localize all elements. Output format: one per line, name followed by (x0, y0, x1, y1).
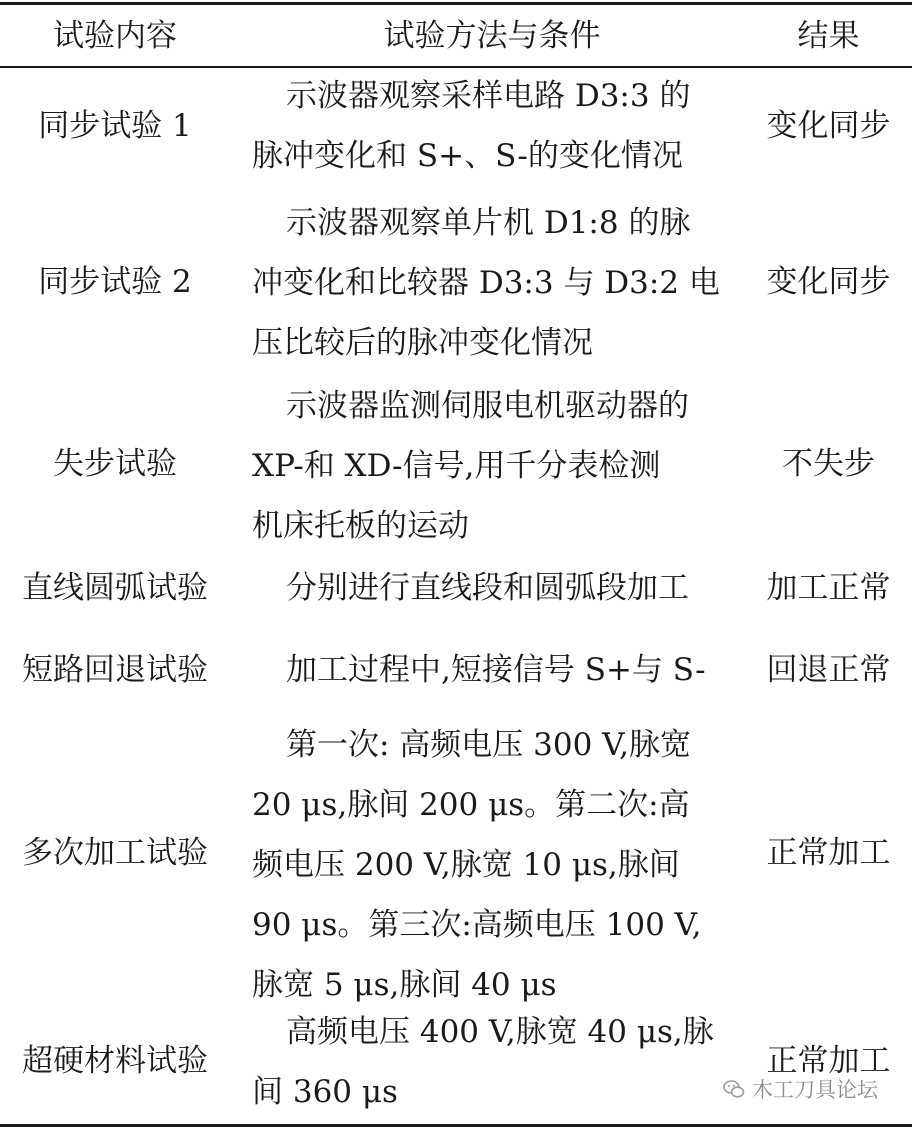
row-1-method-line: 脉冲变化和 S+、S-的变化情况 (252, 138, 683, 174)
row-7-name: 超硬材料试验 (22, 1043, 208, 1079)
row-2-method-line: 冲变化和比较器 D3:3 与 D3:2 电 (252, 265, 720, 301)
header-content: 试验内容 (53, 18, 177, 54)
row-3-method-line: 示波器监测伺服电机驱动器的 (286, 388, 689, 424)
row-4-result: 加工正常 (766, 570, 891, 606)
row-5-name: 短路回退试验 (22, 652, 208, 688)
table-top-rule (0, 2, 912, 5)
row-4-name: 直线圆弧试验 (22, 570, 208, 606)
row-3-method-line: 机床托板的运动 (252, 508, 469, 544)
row-3-name: 失步试验 (53, 446, 177, 482)
row-1-result: 变化同步 (766, 108, 891, 144)
row-2-method-line: 压比较后的脉冲变化情况 (252, 325, 593, 361)
row-4-method (252, 558, 732, 618)
row-7-method-line: 间 360 μs (252, 1074, 398, 1110)
watermark (722, 1072, 878, 1106)
row-5-method-line: 加工过程中,短接信号 S+与 S- (286, 652, 706, 688)
row-3-method (252, 376, 732, 556)
row-2-method (252, 193, 732, 373)
watermark-text: 木工刀具论坛 (752, 1078, 878, 1102)
row-6-method-line: 90 μs。第三次:高频电压 100 V, (252, 907, 702, 943)
row-6-result: 正常加工 (766, 835, 891, 871)
header-result: 结果 (797, 18, 860, 54)
row-7-method (252, 1002, 732, 1122)
row-7-method-line: 高频电压 400 V,脉宽 40 μs,脉 (286, 1014, 714, 1050)
row-3-method-line: XP-和 XD-信号,用千分表检测 (252, 448, 661, 484)
row-4-method-line: 分别进行直线段和圆弧段加工 (286, 570, 689, 606)
row-6-method-line: 频电压 200 V,脉宽 10 μs,脉间 (252, 847, 680, 883)
row-2-name: 同步试验 2 (38, 264, 192, 300)
row-6-method-line: 20 μs,脉间 200 μs。第二次:高 (252, 787, 690, 823)
row-5-method (252, 640, 732, 700)
row-1-method (252, 66, 732, 186)
wechat-icon (722, 1077, 746, 1101)
row-6-method-line: 第一次: 高频电压 300 V,脉宽 (286, 727, 691, 763)
row-5-result: 回退正常 (766, 652, 891, 688)
header-method: 试验方法与条件 (383, 18, 601, 54)
row-2-method-line: 示波器观察单片机 D1:8 的脉 (286, 205, 691, 241)
table-bottom-rule (0, 1124, 912, 1127)
row-3-result: 不失步 (782, 446, 875, 482)
row-6-method (252, 715, 732, 1015)
row-6-method-line: 脉宽 5 μs,脉间 40 μs (252, 967, 557, 1003)
row-6-name: 多次加工试验 (22, 835, 208, 871)
row-1-method-line: 示波器观察采样电路 D3:3 的 (286, 78, 691, 114)
row-7-result: 正常加工 (766, 1043, 891, 1079)
row-2-result: 变化同步 (766, 264, 891, 300)
row-1-name: 同步试验 1 (38, 108, 192, 144)
